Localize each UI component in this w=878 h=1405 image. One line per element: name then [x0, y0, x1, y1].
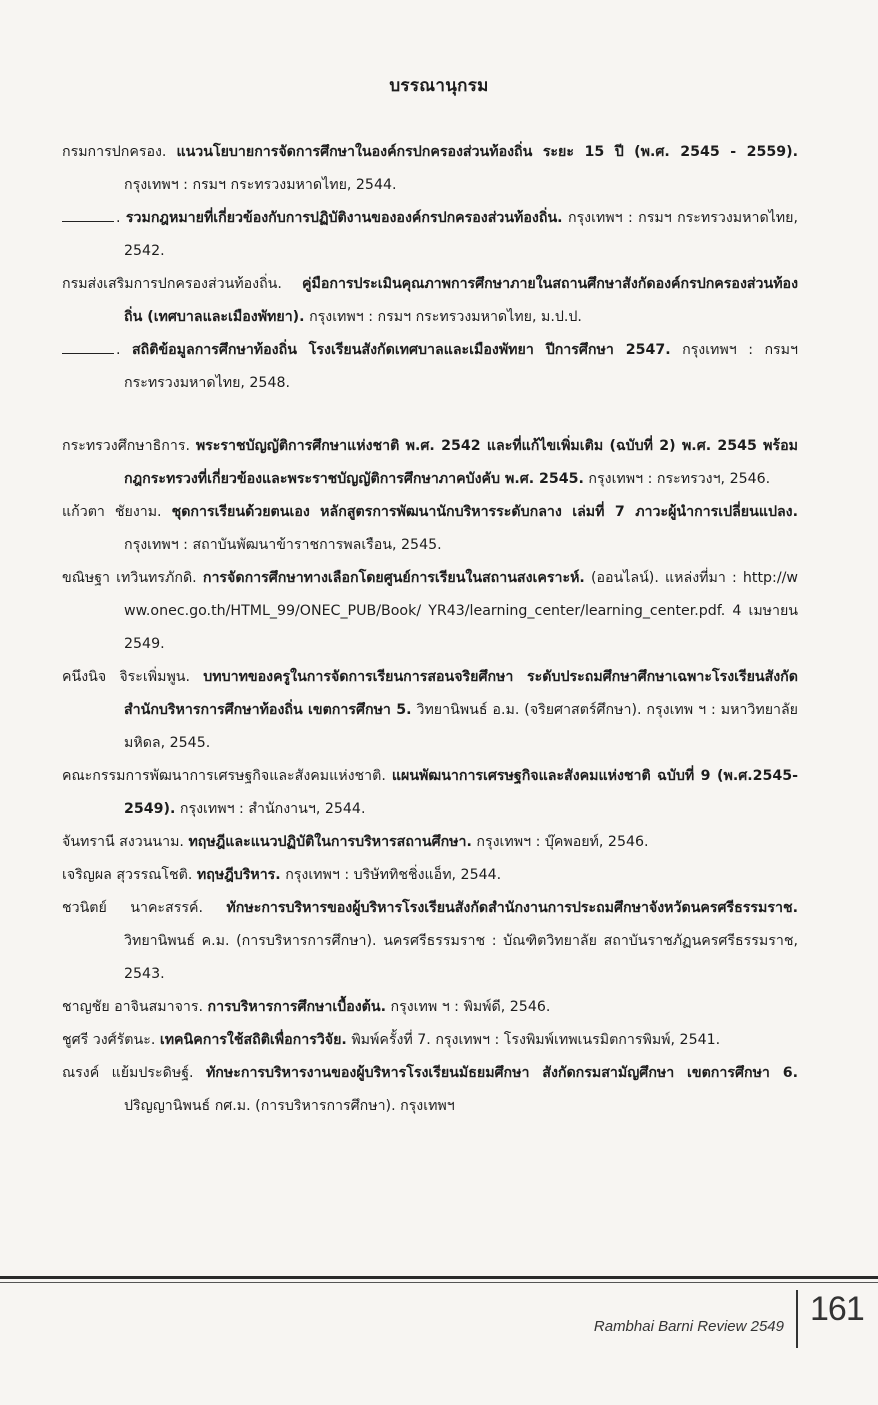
reference-title: การบริหารการศึกษาเบื้องต้น.: [207, 999, 386, 1015]
reference-title: รวมกฎหมายที่เกี่ยวข้องกับการปฏิบัติงานขององค์กรปกครองส่วนท้องถิ่น.: [125, 210, 563, 226]
reference-author: ชวนิตย์ นาคะสรรค์.: [62, 900, 227, 916]
reference-entry: [62, 334, 798, 400]
reference-entry: [62, 826, 798, 859]
reference-author: คนึงนิจ จิระเพิ่มพูน.: [62, 669, 204, 685]
reference-publication: กรุงเทพ ฯ : พิมพ์ดี, 2546.: [386, 999, 551, 1015]
reference-author: .: [116, 342, 132, 358]
reference-publication: พิมพ์ครั้งที่ 7. กรุงเทพฯ : โรงพิมพ์เทพเนรมิตการพิมพ์, 2541.: [346, 1032, 721, 1048]
reference-publication: กรุงเทพฯ : กรมฯ กระทรวงมหาดไทย, 2544.: [124, 177, 397, 193]
reference-list: [62, 136, 798, 1123]
reference-author: เจริญผล สุวรรณโชติ.: [62, 867, 197, 883]
reference-publication: กรุงเทพฯ : บริษัททิชชิ่งแอ็ท, 2544.: [280, 867, 502, 883]
reference-entry: [62, 562, 798, 661]
reference-entry: [62, 892, 798, 991]
reference-author: กรมการปกครอง.: [62, 144, 177, 160]
reference-author: ชูศรี วงศ์รัตนะ.: [62, 1032, 160, 1048]
reference-title: แนวนโยบายการจัดการศึกษาในองค์กรปกครองส่วนท้องถิ่น ระยะ 15 ปี (พ.ศ. 2545 - 2559).: [176, 144, 798, 160]
repeat-author-rule: [62, 221, 114, 222]
reference-entry: [62, 859, 798, 892]
reference-author: .: [116, 210, 126, 226]
reference-author: จันทรานี สงวนนาม.: [62, 834, 189, 850]
reference-entry: [62, 1024, 798, 1057]
reference-publication: กรุงเทพฯ : กระทรวงฯ, 2546.: [583, 471, 771, 487]
reference-author: ขณิษฐา เทวินทรภักดิ.: [62, 570, 203, 586]
reference-author: คณะกรรมการพัฒนาการเศรษฐกิจและสังคมแห่งชาติ.: [62, 768, 392, 784]
reference-entry: [62, 202, 798, 268]
reference-publication: ปริญญานิพนธ์ กศ.ม. (การบริหารการศึกษา). กรุงเทพฯ: [124, 1098, 455, 1114]
reference-entry: [62, 1057, 798, 1123]
reference-publication: กรุงเทพฯ : บุ๊คพอยท์, 2546.: [471, 834, 649, 850]
reference-entry: [62, 661, 798, 760]
reference-publication: (ออนไลน์). แหล่งที่มา : http://www.onec.go.th/HTML_99/ONEC_PUB/Book/ YR43/learning_center/learning_center.pdf. 4 เมษายน 2549.: [124, 570, 798, 652]
reference-entry: [62, 136, 798, 202]
reference-publication: กรุงเทพฯ : กรมฯ กระทรวงมหาดไทย, ม.ป.ป.: [304, 309, 582, 325]
repeat-author-rule: [62, 353, 114, 354]
page-title: บรรณานุกรม: [389, 76, 489, 96]
reference-entry: [62, 760, 798, 826]
page-number: 161: [810, 1290, 864, 1328]
reference-title: ทักษะการบริหารงานของผู้บริหารโรงเรียนมัธยมศึกษา สังกัดกรมสามัญศึกษา เขตการศึกษา 6.: [205, 1065, 798, 1081]
reference-author: กรมส่งเสริมการปกครองส่วนท้องถิ่น.: [62, 276, 302, 292]
reference-publication: กรุงเทพฯ : กรมฯ กระทรวงมหาดไทย, 2542.: [124, 210, 798, 259]
reference-publication: กรุงเทพฯ : กรมฯ กระทรวงมหาดไทย, 2548.: [124, 342, 798, 391]
reference-author: ชาญชัย อาจินสมาจาร.: [62, 999, 208, 1015]
reference-author: แก้วตา ชัยงาม.: [62, 504, 172, 520]
reference-title: สถิติข้อมูลการศึกษาท้องถิ่น โรงเรียนสังกัดเทศบาลและเมืองพัทยา ปีการศึกษา 2547.: [131, 342, 671, 358]
reference-entry: [62, 430, 798, 496]
reference-entry: [62, 268, 798, 334]
footer-divider-thin: [0, 1282, 878, 1283]
reference-title: คู่มือการประเมินคุณภาพการศึกษาภายในสถานศึกษาสังกัดองค์กรปกครองส่วนท้องถิ่น (เทศบาลและเมืองพัทยา).: [124, 276, 798, 325]
footer-divider: [0, 1276, 878, 1279]
reference-title: พระราชบัญญัติการศึกษาแห่งชาติ พ.ศ. 2542 และที่แก้ไขเพิ่มเติม (ฉบับที่ 2) พ.ศ. 2545 พร้อมกฎกระทรวงที่เกี่ยวข้องและพระราชบัญญัติการศึกษาภาคบังคับ พ.ศ. 2545.: [124, 438, 798, 487]
reference-title: ทฤษฎีบริหาร.: [196, 867, 281, 883]
reference-entry: [62, 496, 798, 562]
reference-title: ทักษะการบริหารของผู้บริหารโรงเรียนสังกัดสำนักงานการประถมศึกษาจังหวัดนครศรีธรรมราช.: [226, 900, 798, 916]
reference-title: ชุดการเรียนด้วยตนเอง หลักสูตรการพัฒนานักบริหารระดับกลาง เล่มที่ 7 ภาวะผู้นำการเปลี่ยนแปลง.: [171, 504, 798, 520]
reference-entry: [62, 991, 798, 1024]
reference-author: ณรงค์ แย้มประดิษฐ์.: [62, 1065, 206, 1081]
reference-title: แผนพัฒนาการเศรษฐกิจและสังคมแห่งชาติ ฉบับที่ 9 (พ.ศ.2545-2549).: [124, 768, 799, 817]
reference-publication: วิทยานิพนธ์ อ.ม. (จริยศาสตร์ศึกษา). กรุงเทพ ฯ : มหาวิทยาลัยมหิดล, 2545.: [124, 702, 798, 751]
reference-title: บทบาทของครูในการจัดการเรียนการสอนจริยศึกษา ระดับประถมศึกษาศึกษาเฉพาะโรงเรียนสังกัดสำนักบริหารการศึกษาท้องถิ่น เขตการศึกษา 5.: [124, 669, 798, 718]
reference-title: ทฤษฎีและแนวปฏิบัติในการบริหารสถานศึกษา.: [188, 834, 472, 850]
reference-publication: กรุงเทพฯ : สำนักงานฯ, 2544.: [175, 801, 366, 817]
page-number-divider: [796, 1290, 798, 1348]
journal-name: Rambhai Barni Review 2549: [593, 1318, 784, 1335]
reference-title: การจัดการศึกษาทางเลือกโดยศูนย์การเรียนในสถานสงเคราะห์.: [202, 570, 585, 586]
reference-publication: วิทยานิพนธ์ ค.ม. (การบริหารการศึกษา). นครศรีธรรมราช : บัณฑิตวิทยาลัย สถาบันราชภัฏนครศรีธรรมราช, 2543.: [124, 933, 798, 982]
reference-author: กระทรวงศึกษาธิการ.: [62, 438, 196, 454]
reference-publication: กรุงเทพฯ : สถาบันพัฒนาข้าราชการพลเรือน, 2545.: [124, 537, 442, 553]
reference-title: เทคนิคการใช้สถิติเพื่อการวิจัย.: [159, 1032, 347, 1048]
